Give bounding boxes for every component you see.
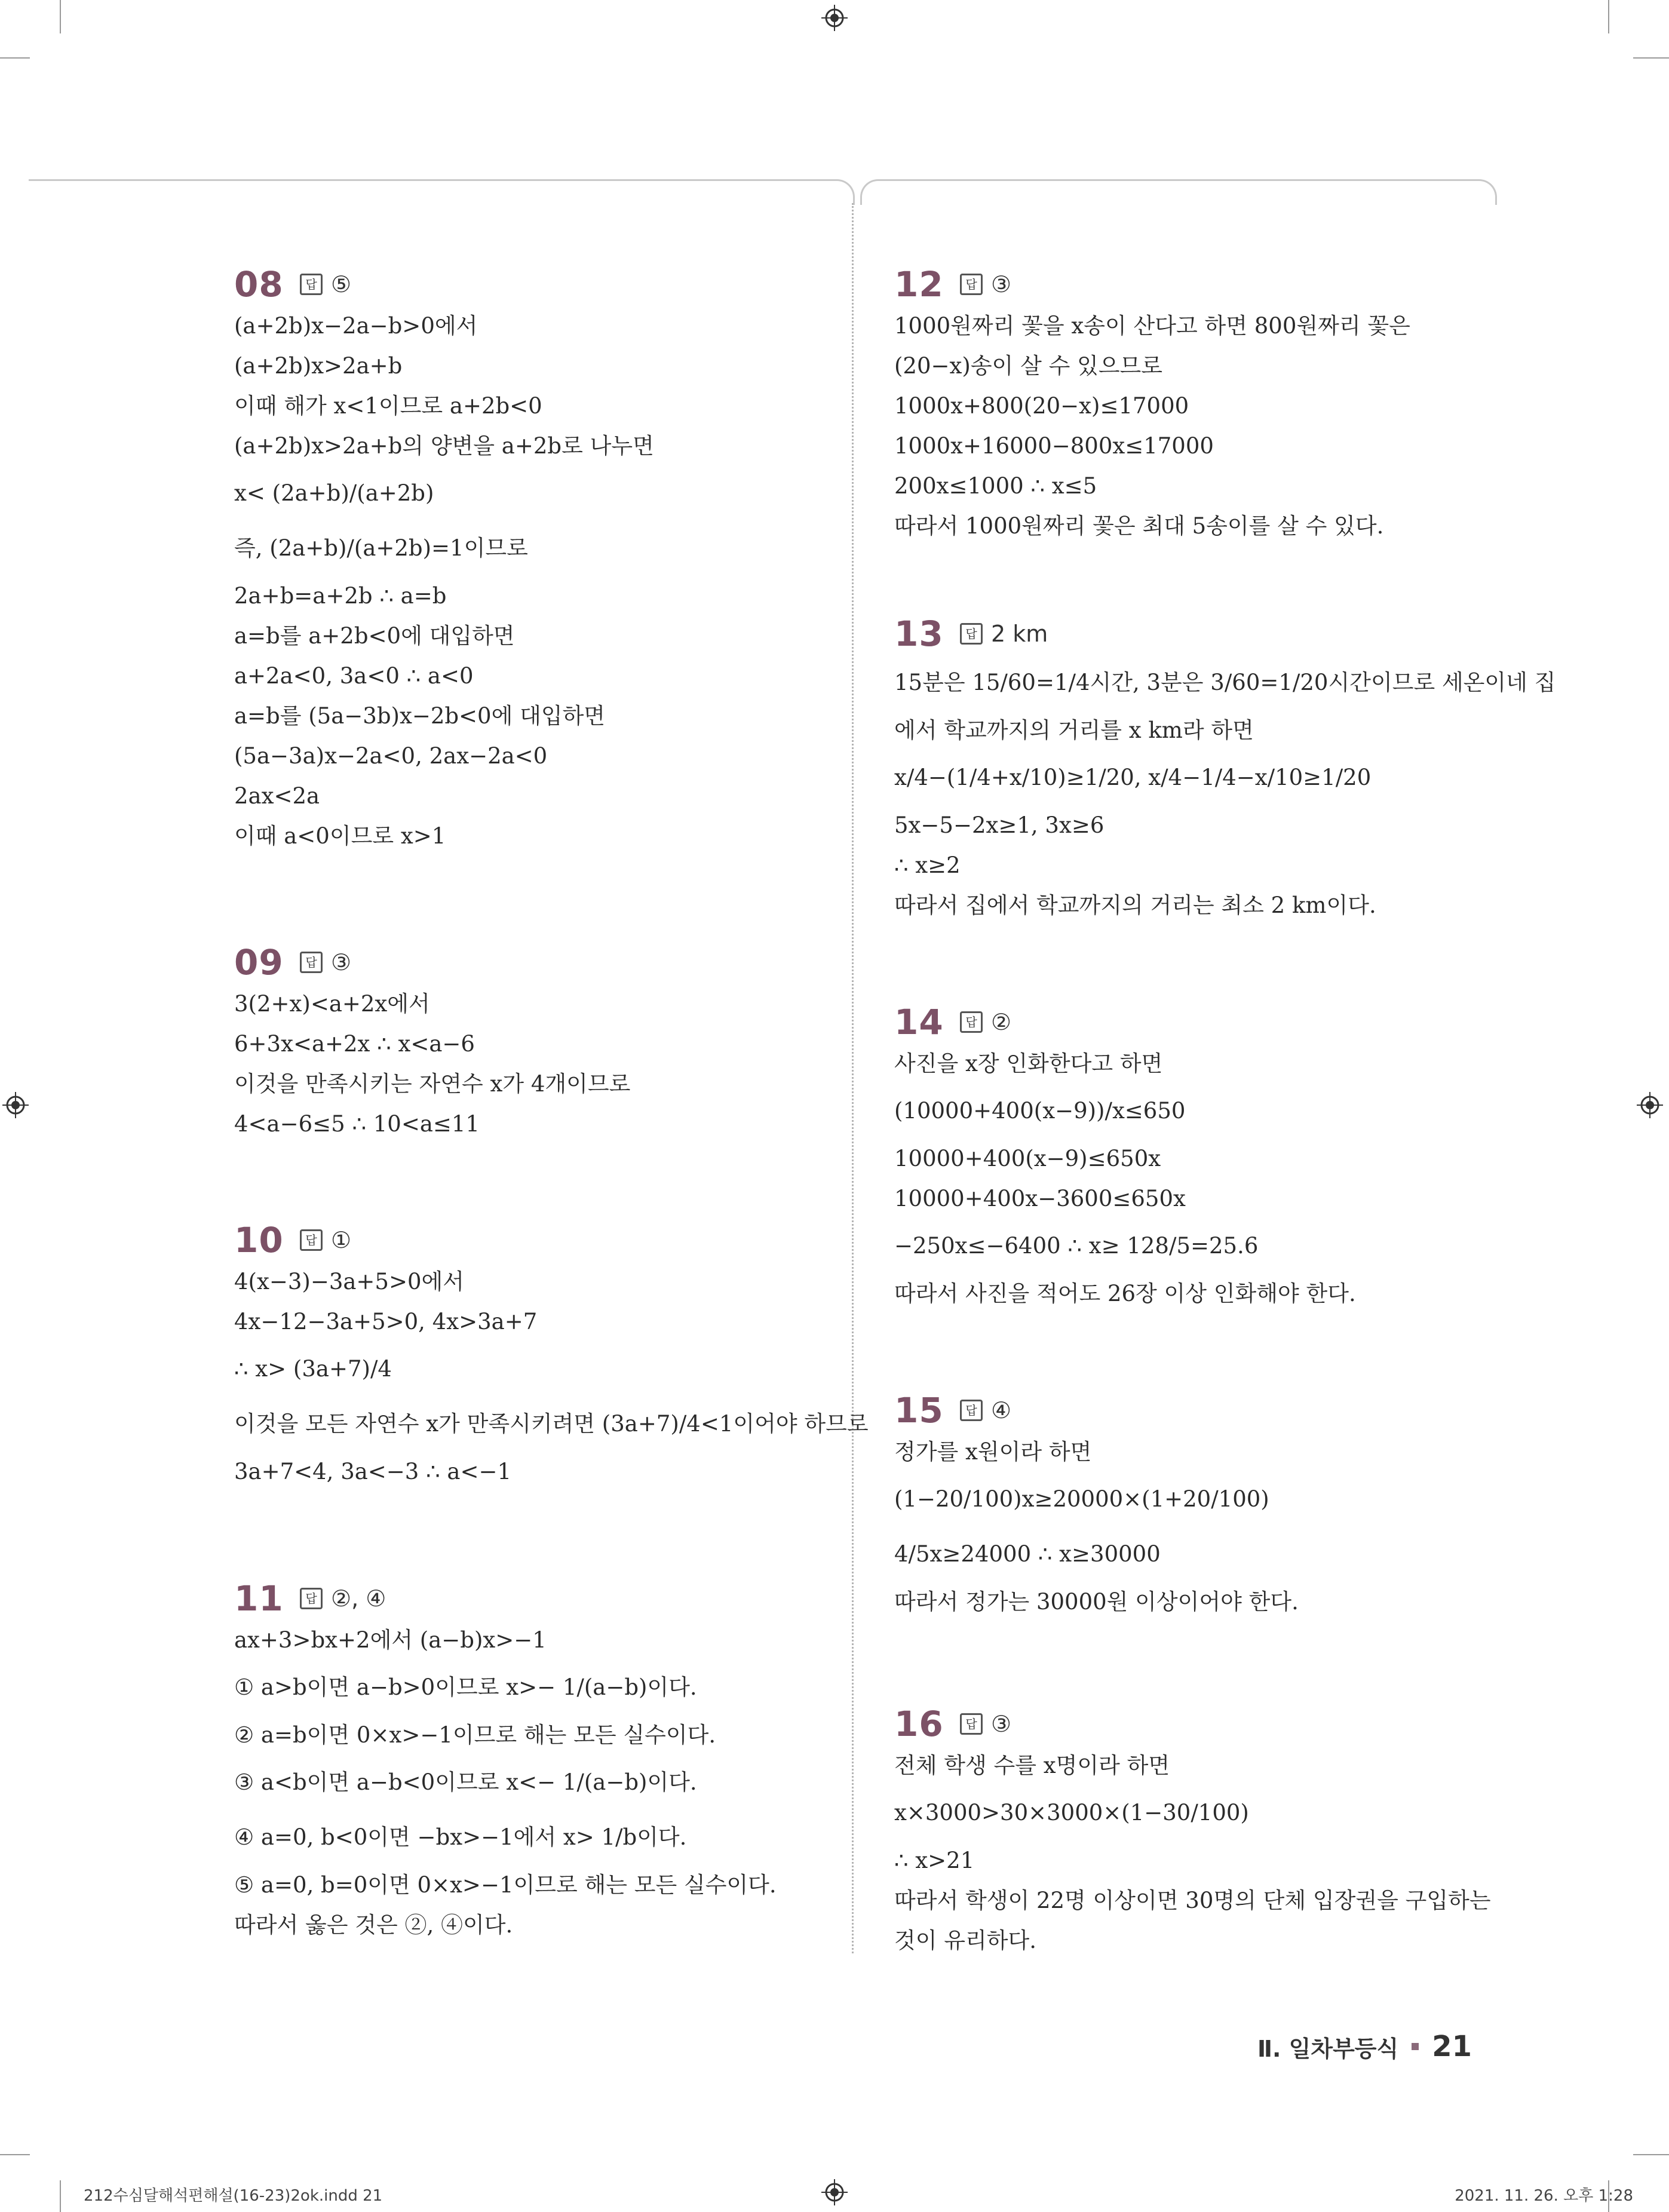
answer-value: ②, ④	[331, 1585, 386, 1612]
solution-line: 3a+7<4, 3a<−3 ∴ a<−1	[234, 1459, 512, 1484]
solution-line: (10000+400(x−9))/x≤650	[894, 1098, 1186, 1124]
problem-12	[894, 263, 1492, 546]
solution-line: 200x≤1000 ∴ x≤5	[894, 473, 1097, 499]
crop-mark	[60, 2180, 61, 2212]
answer-badge-icon: 답	[300, 1588, 323, 1609]
problem-header	[894, 1001, 1492, 1044]
problem-header	[234, 1577, 832, 1620]
problem-number: 09	[234, 942, 284, 983]
answer-value: ⑤	[331, 271, 352, 297]
solution-line: 4x−12−3a+5>0, 4x>3a+7	[234, 1309, 538, 1334]
solution-line: 4/5x≥24000 ∴ x≥30000	[894, 1541, 1161, 1567]
solution-line: x< (2a+b)/(a+2b)	[234, 480, 434, 506]
registration-mark-icon	[821, 2179, 848, 2205]
problem-08	[234, 263, 832, 856]
solution-line: 1000x+16000−800x≤17000	[894, 433, 1214, 459]
solution-line: ax+3>bx+2에서 (a−b)x>−1	[234, 1627, 547, 1653]
problem-10	[234, 1219, 869, 1492]
crop-mark	[1633, 57, 1669, 59]
solution-line: 사진을 x장 인화한다고 하면	[894, 1051, 1163, 1076]
answer-badge-icon: 답	[960, 1400, 983, 1421]
crop-mark	[0, 57, 30, 59]
solution-line: 6+3x<a+2x ∴ x<a−6	[234, 1031, 475, 1057]
problem-number: 08	[234, 264, 284, 305]
solution-line: 이때 해가 x<1이므로 a+2b<0	[234, 393, 542, 419]
page-frame-left	[29, 179, 855, 205]
solution-line: x×3000>30×3000×(1−30/100)	[894, 1800, 1249, 1826]
problem-header	[234, 941, 832, 984]
problem-header	[894, 1389, 1492, 1432]
solution-line: ① a>b이면 a−b>0이므로 x>− 1/(a−b)이다.	[234, 1674, 697, 1700]
problem-header	[234, 1219, 832, 1262]
solution-line: (5a−3a)x−2a<0, 2ax−2a<0	[234, 743, 548, 769]
solution-line: x/4−(1/4+x/10)≥1/20, x/4−1/4−x/10≥1/20	[894, 765, 1372, 790]
solution-line: 따라서 1000원짜리 꽃은 최대 5송이를 살 수 있다.	[894, 513, 1384, 539]
solution-line: ⑤ a=0, b=0이면 0×x>−1이므로 해는 모든 실수이다.	[234, 1872, 777, 1898]
solution-line: 2a+b=a+2b ∴ a=b	[234, 583, 447, 609]
answer-badge-icon: 답	[960, 274, 983, 295]
crop-mark	[60, 0, 61, 33]
solution-line: 이때 a<0이므로 x>1	[234, 823, 446, 849]
solution-line: 즉, (2a+b)/(a+2b)=1이므로	[234, 535, 528, 561]
footer-date: 2021. 11. 26. 오후 1:28	[1455, 2187, 1633, 2205]
page-number: 21	[1432, 2030, 1472, 2063]
solution-line: 따라서 사진을 적어도 26장 이상 인화해야 한다.	[894, 1281, 1356, 1306]
answer-badge-icon: 답	[960, 623, 983, 645]
footer-filename: 212수심달해석편해설(16-23)2ok.indd 21	[84, 2187, 383, 2205]
square-bullet-icon	[1412, 2043, 1419, 2050]
solution-line: 10000+400(x−9)≤650x	[894, 1146, 1161, 1171]
solution-line: −250x≤−6400 ∴ x≥ 128/5=25.6	[894, 1233, 1259, 1259]
answer-badge-icon: 답	[300, 1229, 323, 1251]
answer-badge-icon: 답	[300, 274, 323, 295]
solution-line: 4(x−3)−3a+5>0에서	[234, 1269, 464, 1294]
registration-mark-icon	[1637, 1092, 1663, 1118]
problem-number: 12	[894, 264, 944, 305]
problem-number: 16	[894, 1704, 944, 1744]
answer-value: ①	[331, 1227, 352, 1253]
solution-line: 3(2+x)<a+2x에서	[234, 991, 430, 1017]
page-frame-right	[860, 179, 1497, 205]
problem-14	[894, 1001, 1492, 1314]
problem-number: 13	[894, 613, 944, 654]
problem-header	[894, 612, 1492, 655]
solution-line: a+2a<0, 3a<0 ∴ a<0	[234, 663, 474, 689]
problem-09	[234, 941, 832, 1144]
solution-line: a=b를 a+2b<0에 대입하면	[234, 623, 515, 649]
solution-line: 2ax<2a	[234, 783, 320, 809]
solution-line: 10000+400x−3600≤650x	[894, 1186, 1186, 1211]
crop-mark	[1633, 2154, 1669, 2155]
page-label	[1257, 2030, 1472, 2063]
answer-value: ②	[991, 1009, 1012, 1035]
solution-line: 5x−5−2x≥1, 3x≥6	[894, 812, 1105, 838]
registration-mark-icon	[2, 1092, 29, 1118]
solution-line: (a+2b)x>2a+b의 양변을 a+2b로 나누면	[234, 433, 654, 459]
problem-15	[894, 1389, 1492, 1622]
solution-line: 정가를 x원이라 하면	[894, 1439, 1092, 1465]
solution-line: ④ a=0, b<0이면 −bx>−1에서 x> 1/b이다.	[234, 1824, 687, 1850]
solution-line: 따라서 옳은 것은 ②, ④이다.	[234, 1912, 513, 1938]
answer-value: ④	[991, 1397, 1012, 1423]
column-divider	[852, 203, 854, 1953]
crop-mark	[0, 2154, 30, 2155]
solution-line: ∴ x≥2	[894, 852, 961, 878]
problem-number: 11	[234, 1578, 284, 1619]
solution-line: 따라서 정가는 30000원 이상이어야 한다.	[894, 1589, 1299, 1615]
crop-mark	[1608, 0, 1609, 33]
problem-number: 10	[234, 1220, 284, 1260]
solution-line: (a+2b)x−2a−b>0에서	[234, 313, 478, 339]
solution-line: 따라서 학생이 22명 이상이면 30명의 단체 입장권을 구입하는	[894, 1888, 1491, 1913]
problem-11	[234, 1577, 832, 1945]
problem-number: 15	[894, 1390, 944, 1431]
problem-header	[894, 263, 1492, 306]
solution-line: 1000x+800(20−x)≤17000	[894, 393, 1189, 419]
solution-line: ③ a<b이면 a−b<0이므로 x<− 1/(a−b)이다.	[234, 1769, 697, 1795]
solution-line: (20−x)송이 살 수 있으므로	[894, 353, 1163, 379]
problem-16	[894, 1702, 1492, 1961]
answer-badge-icon: 답	[960, 1713, 983, 1735]
answer-badge-icon: 답	[960, 1011, 983, 1033]
solution-line: 15분은 15/60=1/4시간, 3분은 3/60=1/20시간이므로 세온이네 집	[894, 670, 1556, 695]
answer-value: 2 km	[991, 621, 1048, 647]
answer-value: ③	[991, 1711, 1012, 1737]
problem-number: 14	[894, 1002, 944, 1042]
solution-line: 따라서 집에서 학교까지의 거리는 최소 2 km이다.	[894, 892, 1376, 918]
problem-header	[894, 1702, 1492, 1745]
problem-header	[234, 263, 832, 306]
solution-line: ② a=b이면 0×x>−1이므로 해는 모든 실수이다.	[234, 1722, 716, 1748]
solution-line: a=b를 (5a−3b)x−2b<0에 대입하면	[234, 703, 606, 729]
answer-badge-icon: 답	[300, 952, 323, 973]
solution-line: 이것을 만족시키는 자연수 x가 4개이므로	[234, 1071, 631, 1097]
solution-line: 이것을 모든 자연수 x가 만족시키려면 (3a+7)/4<1이어야 하므로	[234, 1411, 869, 1437]
solution-line: (1−20/100)x≥20000×(1+20/100)	[894, 1486, 1269, 1512]
registration-mark-icon	[821, 5, 848, 31]
solution-line: 것이 유리하다.	[894, 1928, 1036, 1953]
answer-value: ③	[331, 949, 352, 975]
problem-13	[894, 612, 1556, 925]
chapter-title: Ⅱ. 일차부등식	[1257, 2035, 1399, 2062]
solution-line: (a+2b)x>2a+b	[234, 353, 403, 379]
solution-line: 4<a−6≤5 ∴ 10<a≤11	[234, 1111, 480, 1137]
solution-line: 에서 학교까지의 거리를 x km라 하면	[894, 717, 1254, 743]
answer-value: ③	[991, 271, 1012, 297]
solution-line: ∴ x>21	[894, 1848, 975, 1873]
solution-line: 전체 학생 수를 x명이라 하면	[894, 1753, 1170, 1778]
solution-line: ∴ x> (3a+7)/4	[234, 1356, 392, 1382]
solution-line: 1000원짜리 꽃을 x송이 산다고 하면 800원짜리 꽃은	[894, 313, 1410, 339]
